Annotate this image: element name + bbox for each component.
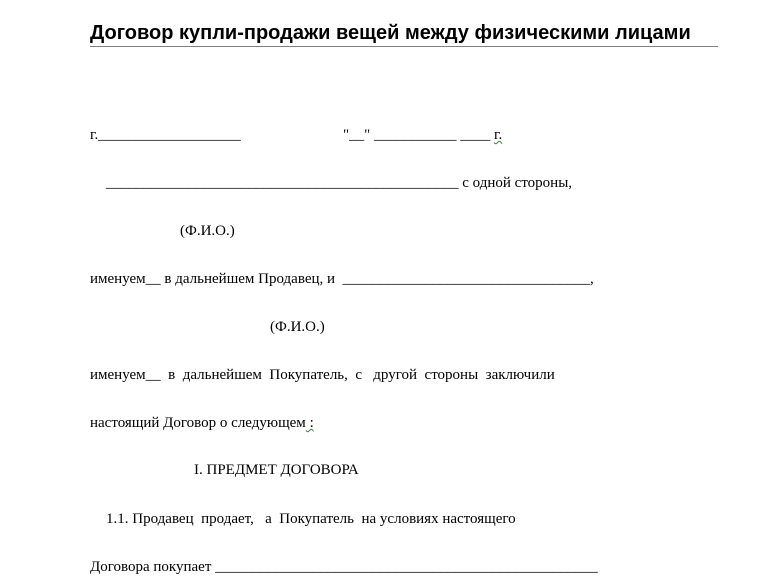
city-field-line: г.___________________ [90,127,241,143]
clause-1-1: 1.1. Продавец продает, а Покупатель на условиях настоящего [106,511,516,527]
date-field-line [343,126,502,144]
seller-line: именуем__ в дальнейшем Продавец, и _________________________________, [90,271,594,287]
fio-label-seller: (Ф.И.О.) [180,223,235,239]
date-field-blanks: "__" ___________ ____ [343,127,494,143]
document-title: Договор купли-продажи вещей между физическими лицами [90,20,718,47]
section-heading-subject: I. ПРЕДМЕТ ДОГОВОРА [194,462,359,478]
party-one-line: _______________________________________________ с одной стороны, [106,175,573,191]
date-year-suffix: г. [494,127,503,143]
agreement-line [90,414,314,432]
clause-1-1-continuation: Договора покупает ___________________________________________________ [90,559,598,575]
agreement-text: настоящий Договор о следующем [90,415,306,431]
agreement-colon: : [305,415,314,431]
buyer-line: именуем__ в дальнейшем Покупатель, с другой стороны заключили [90,367,555,383]
fio-label-buyer: (Ф.И.О.) [270,319,325,335]
